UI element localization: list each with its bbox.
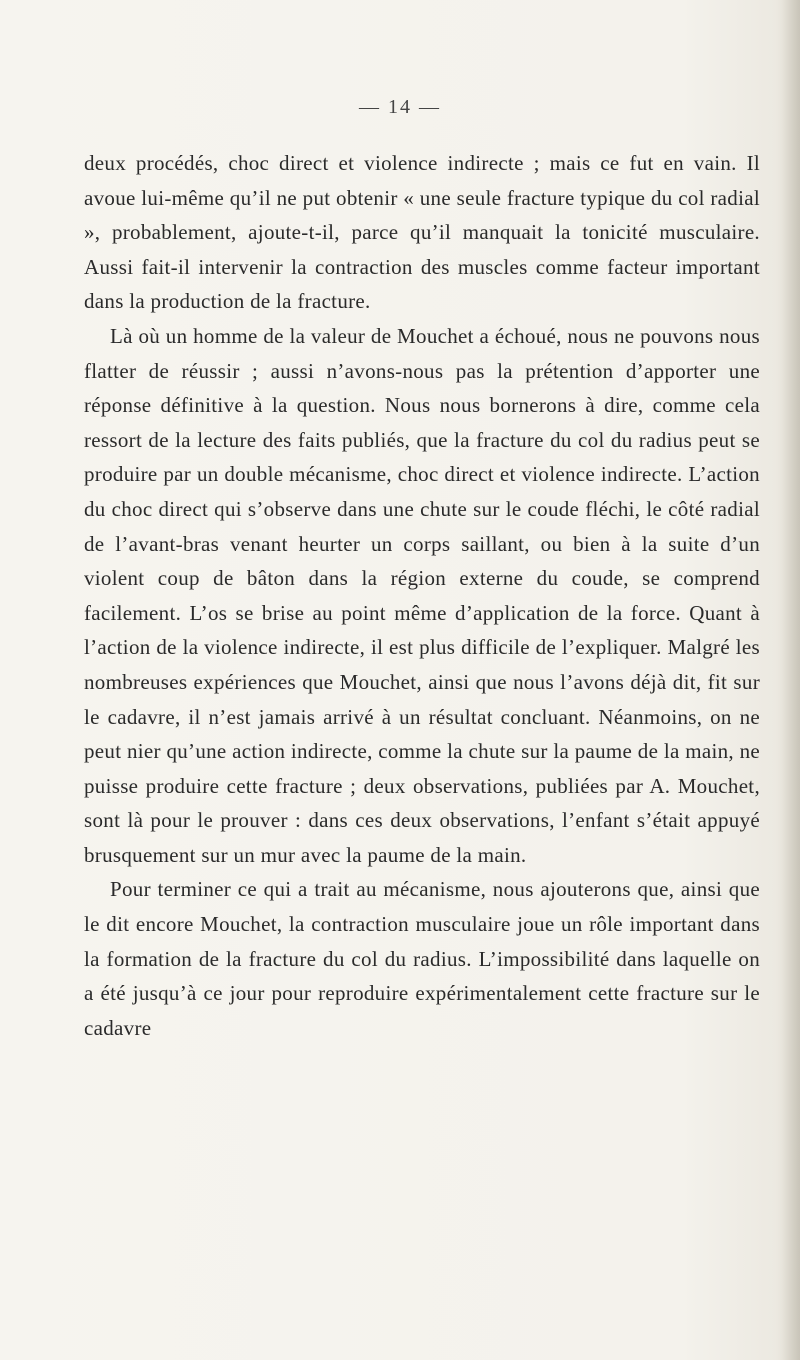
paragraph-2: Là où un homme de la valeur de Mouchet a échoué, nous ne pouvons nous flatter de réussir ; aussi n’avons-nous pas la prétention d’apporter une réponse définitive à la question. Nous nous bornerons à dire, comme cela ressort de la lecture des faits publiés, que la fracture du col du radius peut se produire par un double mécanisme, choc direct et violence indirecte. L’action du choc direct qui s’observe dans une chute sur le coude fléchi, le côté radial de l’avant-bras venant heurter un corps saillant, ou bien à la suite d’un violent coup de bâton dans la région externe du coude, se comprend facilement. L’os se brise au point même d’application de la force. Quant à l’action de la violence indirecte, il est plus difficile de l’expliquer. Malgré les nombreuses expériences que Mouchet, ainsi que nous l’avons déjà dit, fit sur le cadavre, il n’est jamais arrivé à un résultat concluant. Néanmoins, on ne peut nier qu’une action indirecte, comme la chute sur la paume de la main, ne puisse produire cette fracture ; deux observations, publiées par A. Mouchet, sont là pour le prouver : dans ces deux observations, l’enfant s’était appuyé brusquement sur un mur avec la paume de la main. [84, 323, 760, 867]
body-text [84, 146, 760, 1045]
paragraph-1: deux procédés, choc direct et violence indirecte ; mais ce fut en vain. Il avoue lui-même qu’il ne put obtenir « une seule fracture typique du col radial », probablement, ajoute-t-il, parce qu’il manquait la tonicité musculaire. Aussi fait-il intervenir la contraction des muscles comme facteur important dans la production de la fracture. [84, 151, 760, 314]
page-edge-shadow [782, 0, 800, 1360]
paragraph-3: Pour terminer ce qui a trait au mécanisme, nous ajouterons que, ainsi que le dit encore Mouchet, la contraction musculaire joue un rôle important dans la formation de la fracture du col du radius. L’impossibilité dans laquelle on a été jusqu’à ce jour pour reproduire expérimentalement cette fracture sur le cadavre [84, 877, 760, 1040]
page-number: — 14 — [359, 96, 441, 118]
